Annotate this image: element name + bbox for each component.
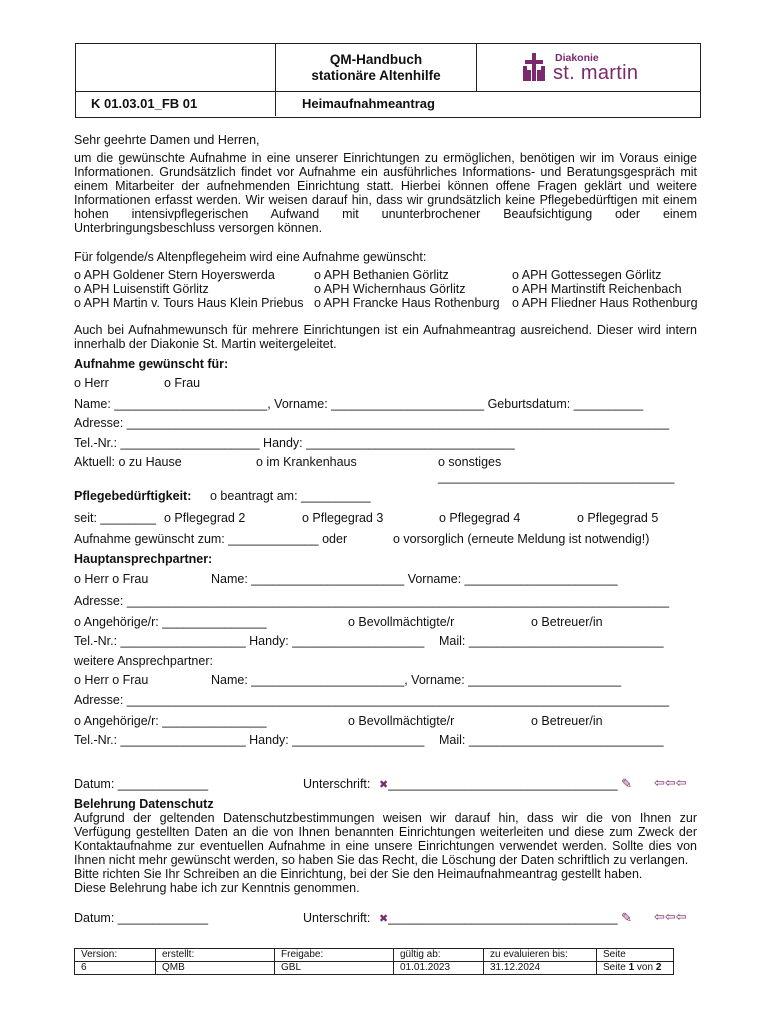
- signature-x-icon: ✖: [379, 913, 389, 925]
- home-option[interactable]: o APH Goldener Stern Hoyerswerda: [74, 268, 275, 282]
- contact-heading: Hauptansprechpartner:: [74, 552, 213, 566]
- home-option[interactable]: o APH Martinstift Reichenbach: [512, 282, 682, 296]
- applicant-phone-field[interactable]: Tel.-Nr.: ____________________ Handy: ______________________________: [74, 436, 515, 450]
- contact2-mail-field[interactable]: Mail: ____________________________: [439, 733, 664, 747]
- footer-value: QMB: [156, 962, 275, 975]
- signature-label: Unterschrift:: [303, 911, 371, 925]
- home-option[interactable]: o APH Luisenstift Görlitz: [74, 282, 209, 296]
- grade-3-checkbox[interactable]: o Pflegegrad 3: [302, 511, 384, 525]
- contact2-heading: weitere Ansprechpartner:: [74, 654, 213, 668]
- contact2-salutation-checkbox[interactable]: o Herr o Frau: [74, 673, 149, 687]
- document-code: K 01.03.01_FB 01: [91, 96, 198, 111]
- grade-2-checkbox[interactable]: o Pflegegrad 2: [164, 511, 246, 525]
- footer-header: gültig ab:: [394, 949, 484, 962]
- contact2-name-field[interactable]: Name: ______________________, Vorname: ______________________: [211, 673, 622, 687]
- footer-header: zu evaluieren bis:: [484, 949, 597, 962]
- version-footer: [74, 948, 674, 975]
- signature-x-icon: ✖: [379, 779, 389, 791]
- applicant-heading: Aufnahme gewünscht für:: [74, 357, 229, 371]
- current-home-checkbox[interactable]: Aktuell: o zu Hause: [74, 455, 182, 469]
- intro-paragraph: um die gewünschte Aufnahme in eine unserer Einrichtungen zu ermöglichen, benötigen wir im Voraus einige Informationen. Grundsätzlich findet vor Aufnahme ein ausführliches Informations- und Beratungsgespräch mit einem Mitarbeiter der aufnehmenden Einrichtung statt. Hierbei können offene Fragen geklärt und weitere Informationen erfasst werden. Wir weisen darauf hin, dass wir grundsätzlich keine Pflegebedürftigen mit einem hohen intensivpflegerischen Aufwand mit ununterbrochener Beaufsichtigung oder einem Unterbringungsbeschluss versorgen können.: [74, 151, 697, 235]
- contact2-phone-field[interactable]: Tel.-Nr.: __________________ Handy: ___________________: [74, 733, 425, 747]
- grade-4-checkbox[interactable]: o Pflegegrad 4: [439, 511, 521, 525]
- care-applied-field[interactable]: o beantragt am: __________: [210, 489, 371, 503]
- diakonie-logo: Diakonie st. martin: [521, 52, 651, 84]
- signature-label: Unterschrift:: [303, 777, 371, 791]
- footer-header: Version:: [75, 949, 156, 962]
- contact-phone-field[interactable]: Tel.-Nr.: __________________ Handy: ___________________: [74, 634, 425, 648]
- contact2-address-field[interactable]: Adresse: ______________________________________________________________________________: [74, 693, 670, 707]
- current-other-checkbox[interactable]: o sonstiges: [438, 455, 502, 469]
- admission-date-field[interactable]: Aufnahme gewünscht zum: _____________ oder: [74, 532, 348, 546]
- home-option[interactable]: o APH Francke Haus Rothenburg: [314, 296, 500, 310]
- footer-value: 6: [75, 962, 156, 975]
- applicant-herr-checkbox[interactable]: o Herr: [74, 376, 109, 390]
- pencil-icon: ✎: [621, 776, 633, 791]
- applicant-address-field[interactable]: Adresse: ______________________________________________________________________________: [74, 416, 670, 430]
- signature-field[interactable]: ✖_________________________________ ✎: [379, 910, 633, 925]
- contact-relative-checkbox[interactable]: o Angehörige/r: _______________: [74, 615, 267, 629]
- page-indicator: Seite 1 von 2: [597, 962, 674, 975]
- grade-5-checkbox[interactable]: o Pflegegrad 5: [577, 511, 659, 525]
- document-header: [75, 43, 701, 118]
- footer-header: Seite: [597, 949, 674, 962]
- contact2-carer-checkbox[interactable]: o Betreuer/in: [531, 714, 603, 728]
- homes-label: Für folgende/s Altenpflegeheim wird eine Aufnahme gewünscht:: [74, 250, 427, 264]
- footer-value: 01.01.2023: [394, 962, 484, 975]
- date-field[interactable]: Datum: _____________: [74, 911, 209, 925]
- contact-salutation-checkbox[interactable]: o Herr o Frau: [74, 572, 149, 586]
- current-hospital-checkbox[interactable]: o im Krankenhaus: [256, 455, 357, 469]
- care-heading: Pflegebedürftigkeit:: [74, 489, 192, 503]
- contact-address-field[interactable]: Adresse: ______________________________________________________________________________: [74, 594, 670, 608]
- home-option[interactable]: o APH Gottessegen Görlitz: [512, 268, 662, 282]
- contact-mail-field[interactable]: Mail: ____________________________: [439, 634, 664, 648]
- pencil-icon: ✎: [621, 910, 633, 925]
- home-option[interactable]: o APH Martin v. Tours Haus Klein Priebus: [74, 296, 304, 310]
- date-field[interactable]: Datum: _____________: [74, 777, 209, 791]
- footer-value: 31.12.2024: [484, 962, 597, 975]
- privacy-paragraph: Aufgrund der geltenden Datenschutzbestimmungen weisen wir darauf hin, dass wir die von Ihnen zur Verfügung gestellten Daten an die von Ihnen benannten Einrichtungen weiterleiten und diese zum Zweck der Kontaktaufnahme zur eventuellen Aufnahme in eine unsere Einrichtungen verwendet werden. Sollte dies von Ihnen nicht mehr gewünscht werden, so haben Sie das Recht, die Löschung der Daten schriftlich zu verlangen. Bitte richten Sie Ihr Schreiben an die Einrichtung, bei der Sie den Heimaufnahmeantrag gestellt haben. Diese Belehrung habe ich zur Kenntnis genommen.: [74, 811, 697, 895]
- contact-carer-checkbox[interactable]: o Betreuer/in: [531, 615, 603, 629]
- footer-header: Freigabe:: [275, 949, 394, 962]
- salutation: Sehr geehrte Damen und Herren,: [74, 133, 260, 147]
- signature-field[interactable]: ✖_________________________________ ✎: [379, 776, 633, 791]
- arrow-left-icon[interactable]: ⇦⇦⇦: [654, 775, 687, 790]
- current-other-field[interactable]: __________________________________: [438, 470, 675, 484]
- home-option[interactable]: o APH Bethanien Görlitz: [314, 268, 449, 282]
- applicant-frau-checkbox[interactable]: o Frau: [164, 376, 201, 390]
- arrow-left-icon[interactable]: ⇦⇦⇦: [654, 909, 687, 924]
- home-option[interactable]: o APH Fliedner Haus Rothenburg: [512, 296, 698, 310]
- handbook-title: QM-Handbuch stationäre Altenhilfe: [311, 52, 441, 83]
- cross-logo-icon: [521, 52, 549, 82]
- footer-value: GBL: [275, 962, 394, 975]
- multi-home-note: Auch bei Aufnahmewunsch für mehrere Einrichtungen ist ein Aufnahmeantrag ausreichend. Dieser wird intern innerhalb der Diakonie St. Martin weitergeleitet.: [74, 323, 697, 351]
- contact-proxy-checkbox[interactable]: o Bevollmächtigte/r: [348, 615, 455, 629]
- care-since-field[interactable]: seit: ________: [74, 511, 157, 525]
- home-option[interactable]: o APH Wichernhaus Görlitz: [314, 282, 466, 296]
- privacy-heading: Belehrung Datenschutz: [74, 797, 214, 811]
- contact2-proxy-checkbox[interactable]: o Bevollmächtigte/r: [348, 714, 455, 728]
- contact-name-field[interactable]: Name: ______________________ Vorname: ______________________: [211, 572, 618, 586]
- precaution-checkbox[interactable]: o vorsorglich (erneute Meldung ist notwendig!): [393, 532, 650, 546]
- form-title: Heimaufnahmeantrag: [302, 96, 435, 111]
- contact2-relative-checkbox[interactable]: o Angehörige/r: _______________: [74, 714, 267, 728]
- applicant-name-field[interactable]: Name: ______________________, Vorname: ______________________ Geburtsdatum: __________: [74, 397, 644, 411]
- footer-header: erstellt:: [156, 949, 275, 962]
